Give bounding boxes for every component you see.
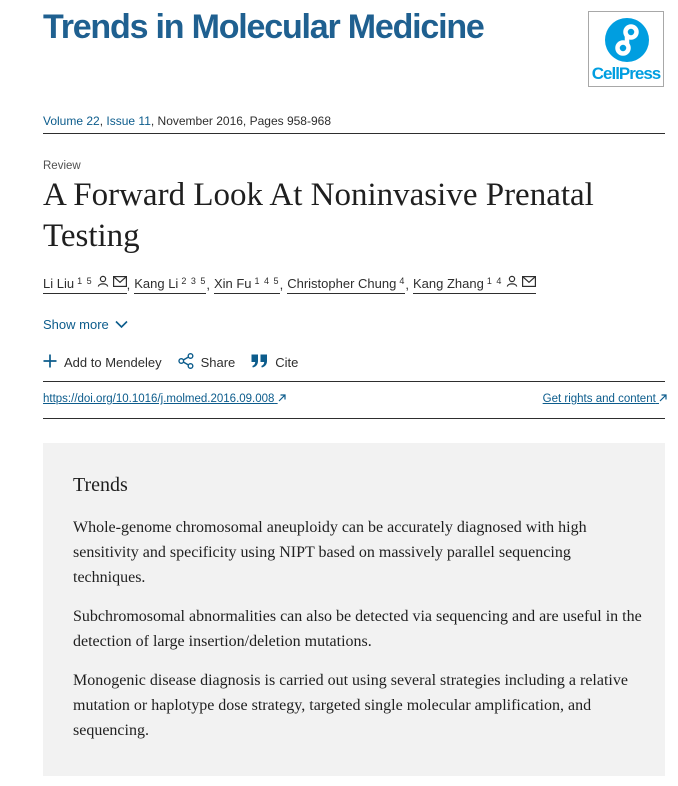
author-name: Kang Zhang — [412, 276, 484, 291]
author-separator: , — [206, 277, 210, 292]
person-icon — [506, 275, 518, 290]
author-separator: , — [405, 277, 409, 292]
cellpress-logo-text: CellPress — [591, 64, 661, 83]
author-separator: , — [126, 277, 131, 292]
author-affiliations: 1 4 5 — [254, 276, 280, 286]
journal-title[interactable]: Trends in Molecular Medicine — [43, 8, 484, 46]
chevron-down-icon — [115, 317, 128, 332]
trends-highlights-box — [43, 443, 665, 776]
doi-link[interactable] — [43, 393, 286, 405]
external-link-icon — [659, 393, 667, 405]
publication-date-pages: , November 2016, Pages 958-968 — [150, 114, 331, 128]
author-name: Xin Fu — [213, 276, 252, 291]
show-more-button[interactable] — [43, 317, 128, 332]
publication-info: Volume 22, Issue 11, November 2016, Pages 958-968 — [43, 114, 331, 128]
plus-icon — [43, 354, 57, 371]
trends-heading: Trends — [73, 474, 128, 496]
author-name: Li Liu — [43, 276, 75, 291]
article-type: Review — [43, 160, 81, 172]
trend-paragraph: Whole-genome chromosomal aneuploidy can be accurately diagnosed with high sensitivity and specificity using NIPT based on massively parallel sequencing techniques. — [73, 519, 587, 586]
author-kang-li[interactable] — [134, 276, 206, 294]
author-name: Christopher Chung — [287, 276, 397, 291]
author-name: Kang Li — [134, 276, 179, 291]
article-title: A Forward Look At Noninvasive Prenatal Testing — [43, 177, 594, 254]
person-icon — [97, 275, 109, 290]
cite-button[interactable] — [251, 354, 298, 371]
trend-paragraph: Subchromosomal abnormalities can also be detected via sequencing and are useful in the detection of large insertion/deletion mutations. — [73, 608, 642, 650]
cellpress-logo-icon — [604, 17, 650, 63]
envelope-icon — [522, 275, 536, 290]
author-kang-zhang[interactable] — [413, 276, 536, 294]
trend-paragraph: Monogenic disease diagnosis is carried out using several strategies including a relative mutation or haplotype dose strategy, targeted single molecular amplification, and sequencing. — [73, 672, 628, 739]
issue-link[interactable]: Issue 11 — [106, 114, 151, 128]
author-li-liu[interactable] — [43, 276, 127, 294]
author-separator: , — [279, 277, 284, 292]
cellpress-logo[interactable] — [588, 11, 664, 87]
get-rights-label: Get rights and content — [542, 393, 656, 405]
header-divider — [43, 133, 665, 134]
author-xin-fu[interactable] — [214, 276, 280, 294]
share-label: Share — [200, 355, 236, 370]
author-list — [43, 276, 536, 294]
add-to-mendeley-button[interactable] — [43, 354, 162, 371]
show-more-label: Show more — [43, 317, 109, 332]
volume-link[interactable]: Volume 22 — [43, 114, 100, 128]
doi-url: https://doi.org/10.1016/j.molmed.2016.09.008 — [43, 393, 275, 405]
author-affiliations: 4 — [399, 276, 406, 286]
author-affiliations: 2 3 5 — [181, 276, 207, 286]
external-link-icon — [278, 393, 286, 405]
envelope-icon — [113, 275, 127, 290]
share-button[interactable] — [178, 353, 236, 372]
add-to-mendeley-label: Add to Mendeley — [64, 355, 162, 370]
author-affiliations: 1 4 — [486, 276, 503, 286]
author-affiliations: 1 5 — [77, 276, 93, 286]
doi-bottom-divider — [43, 418, 665, 419]
article-actions — [43, 353, 314, 372]
share-icon — [178, 353, 194, 372]
quote-icon — [251, 354, 268, 371]
cite-label: Cite — [275, 355, 299, 370]
doi-top-divider — [43, 381, 665, 382]
get-rights-link[interactable] — [543, 393, 667, 405]
author-christopher-chung[interactable] — [287, 276, 405, 294]
